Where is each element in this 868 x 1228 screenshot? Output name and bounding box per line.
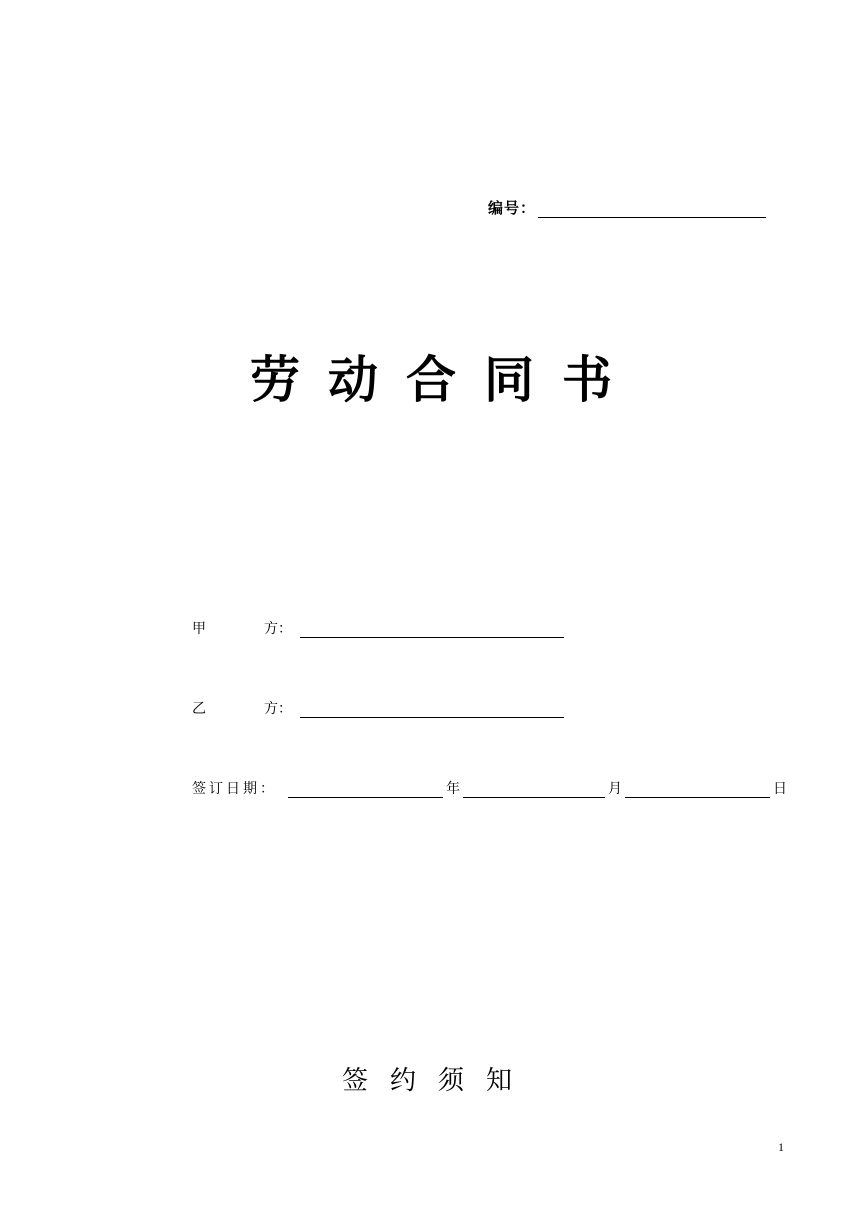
sign-year-unit: 年 xyxy=(446,781,460,797)
party-b-blank xyxy=(300,701,564,718)
sign-month-unit: 月 xyxy=(608,781,622,797)
sign-date-label: 签订日期： xyxy=(192,781,277,797)
party-b-suffix: 方： xyxy=(264,701,292,717)
party-a-char: 甲 xyxy=(192,621,206,637)
page-number: 1 xyxy=(778,1140,784,1154)
contract-number-row xyxy=(488,196,766,218)
contract-number-label: 编号： xyxy=(488,199,537,217)
contract-number-blank xyxy=(538,199,766,218)
party-b-row xyxy=(192,700,564,718)
sign-year-blank xyxy=(288,781,443,798)
sign-day-blank xyxy=(625,781,770,798)
party-a-suffix: 方： xyxy=(264,621,292,637)
document-title: 劳动合同书 xyxy=(250,351,640,409)
sign-month-blank xyxy=(463,781,605,798)
sign-day-unit: 日 xyxy=(773,781,787,797)
party-b-char: 乙 xyxy=(192,701,206,717)
signing-notice-title: 签约须知 xyxy=(342,1066,535,1096)
party-a-blank xyxy=(300,621,564,638)
sign-date-row xyxy=(192,780,790,798)
party-a-row xyxy=(192,620,564,638)
